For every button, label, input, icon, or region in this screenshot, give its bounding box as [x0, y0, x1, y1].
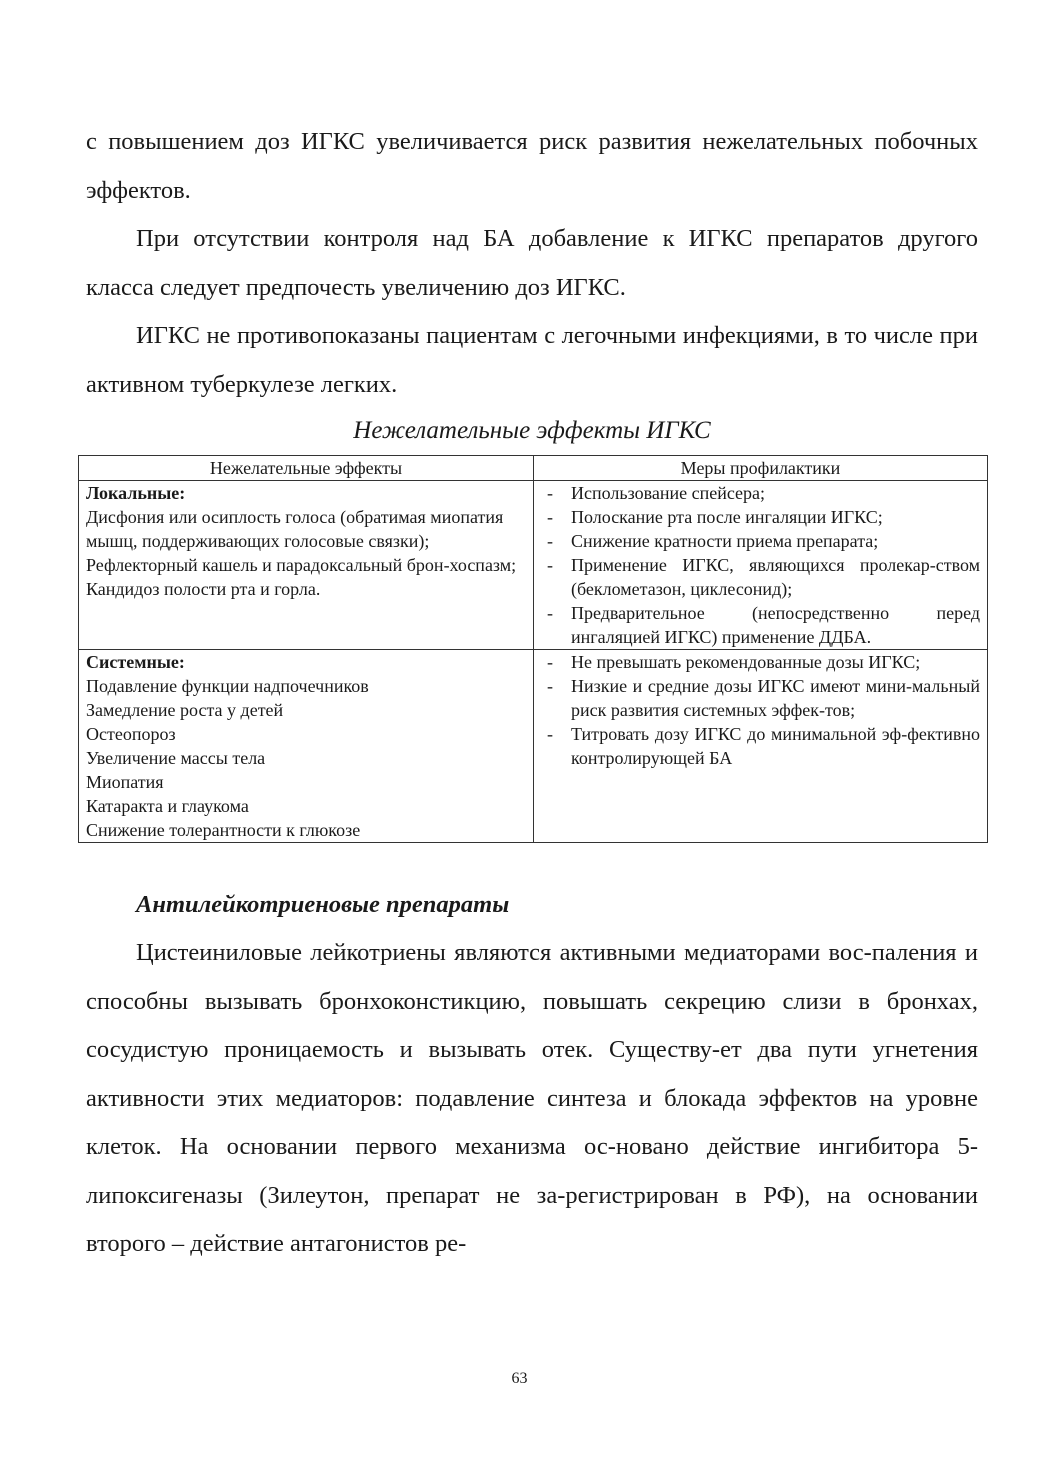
- measures-list: [541, 650, 980, 770]
- effects-group-heading: Локальные:: [86, 483, 186, 503]
- measures-cell: [534, 650, 988, 843]
- measure-item: - Предварительное (непосредственно перед ингаляцией ИГКС) применение ДДБА.: [541, 601, 980, 649]
- effect-item: Замедление роста у детей: [86, 700, 284, 720]
- measure-item: - Титровать дозу ИГКС до минимальной эф-фективно контролирующей БА: [541, 722, 980, 770]
- effect-item: Рефлекторный кашель и парадоксальный брон-хоспазм;: [86, 555, 517, 575]
- section-paragraph: Цистеиниловые лейкотриены являются активными медиаторами вос-паления и способны вызывать бронхоконстикцию, повышать секрецию слизи в бронхах, сосудистую проницаемость и вызывать отек. Существу-ет два пути угнетения активности этих медиаторов: подавление синтеза и блокада эффектов на уровне клеток. На основании первого механизма ос-новано действие ингибитора 5-липоксигеназы (Зилеутон, препарат не за-регистрирован в РФ), на основании второго – действие антагонистов ре-: [86, 939, 978, 1257]
- paragraph: ИГКС не противопоказаны пациентам с легочными инфекциями, в то числе при активном туберкулезе легких.: [86, 322, 978, 398]
- measure-item: - Полоскание рта после ингаляции ИГКС;: [541, 505, 980, 529]
- table-row: [79, 650, 988, 843]
- effect-item: Дисфония или осиплость голоса (обратимая миопатия мышц, поддерживающих голосовые связки);: [86, 507, 504, 551]
- effect-item: Остеопороз: [86, 724, 176, 744]
- section-heading: Антилейкотриеновые препараты: [136, 891, 510, 918]
- header-measures: Меры профилактики: [534, 456, 988, 481]
- effects-cell: [79, 650, 534, 843]
- effect-item: Катаракта и глаукома: [86, 796, 249, 816]
- measure-item: - Не превышать рекомендованные дозы ИГКС;: [541, 650, 980, 674]
- header-effects: Нежелательные эффекты: [79, 456, 534, 481]
- table-header-row: [79, 456, 988, 481]
- measures-list: [541, 481, 980, 649]
- effect-item: Подавление функции надпочечников: [86, 676, 369, 696]
- table-row: [79, 481, 988, 650]
- measures-cell: [534, 481, 988, 650]
- page-number: 63: [511, 1370, 528, 1387]
- effect-item: Увеличение массы тела: [86, 748, 266, 768]
- measure-item: - Снижение кратности приема препарата;: [541, 529, 980, 553]
- document-page: [86, 118, 978, 1269]
- effects-cell: [79, 481, 534, 650]
- intro-paragraphs: [86, 118, 978, 409]
- side-effects-table: [78, 455, 988, 843]
- paragraph: с повышением доз ИГКС увеличивается риск развития нежелательных побочных эффектов.: [86, 128, 978, 204]
- effect-item: Снижение толерантности к глюкозе: [86, 820, 361, 840]
- table-caption: Нежелательные эффекты ИГКС: [353, 417, 711, 444]
- effect-item: Миопатия: [86, 772, 164, 792]
- measure-item: - Использование спейсера;: [541, 481, 980, 505]
- effect-item: Кандидоз полости рта и горла.: [86, 579, 321, 599]
- effects-group-heading: Системные:: [86, 652, 185, 672]
- paragraph: При отсутствии контроля над БА добавление к ИГКС препаратов другого класса следует предпочесть увеличению доз ИГКС.: [86, 225, 978, 301]
- measure-item: - Применение ИГКС, являющихся пролекар-ством (беклометазон, циклесонид);: [541, 553, 980, 601]
- measure-item: - Низкие и средние дозы ИГКС имеют мини-мальный риск развития системных эффек-тов;: [541, 674, 980, 722]
